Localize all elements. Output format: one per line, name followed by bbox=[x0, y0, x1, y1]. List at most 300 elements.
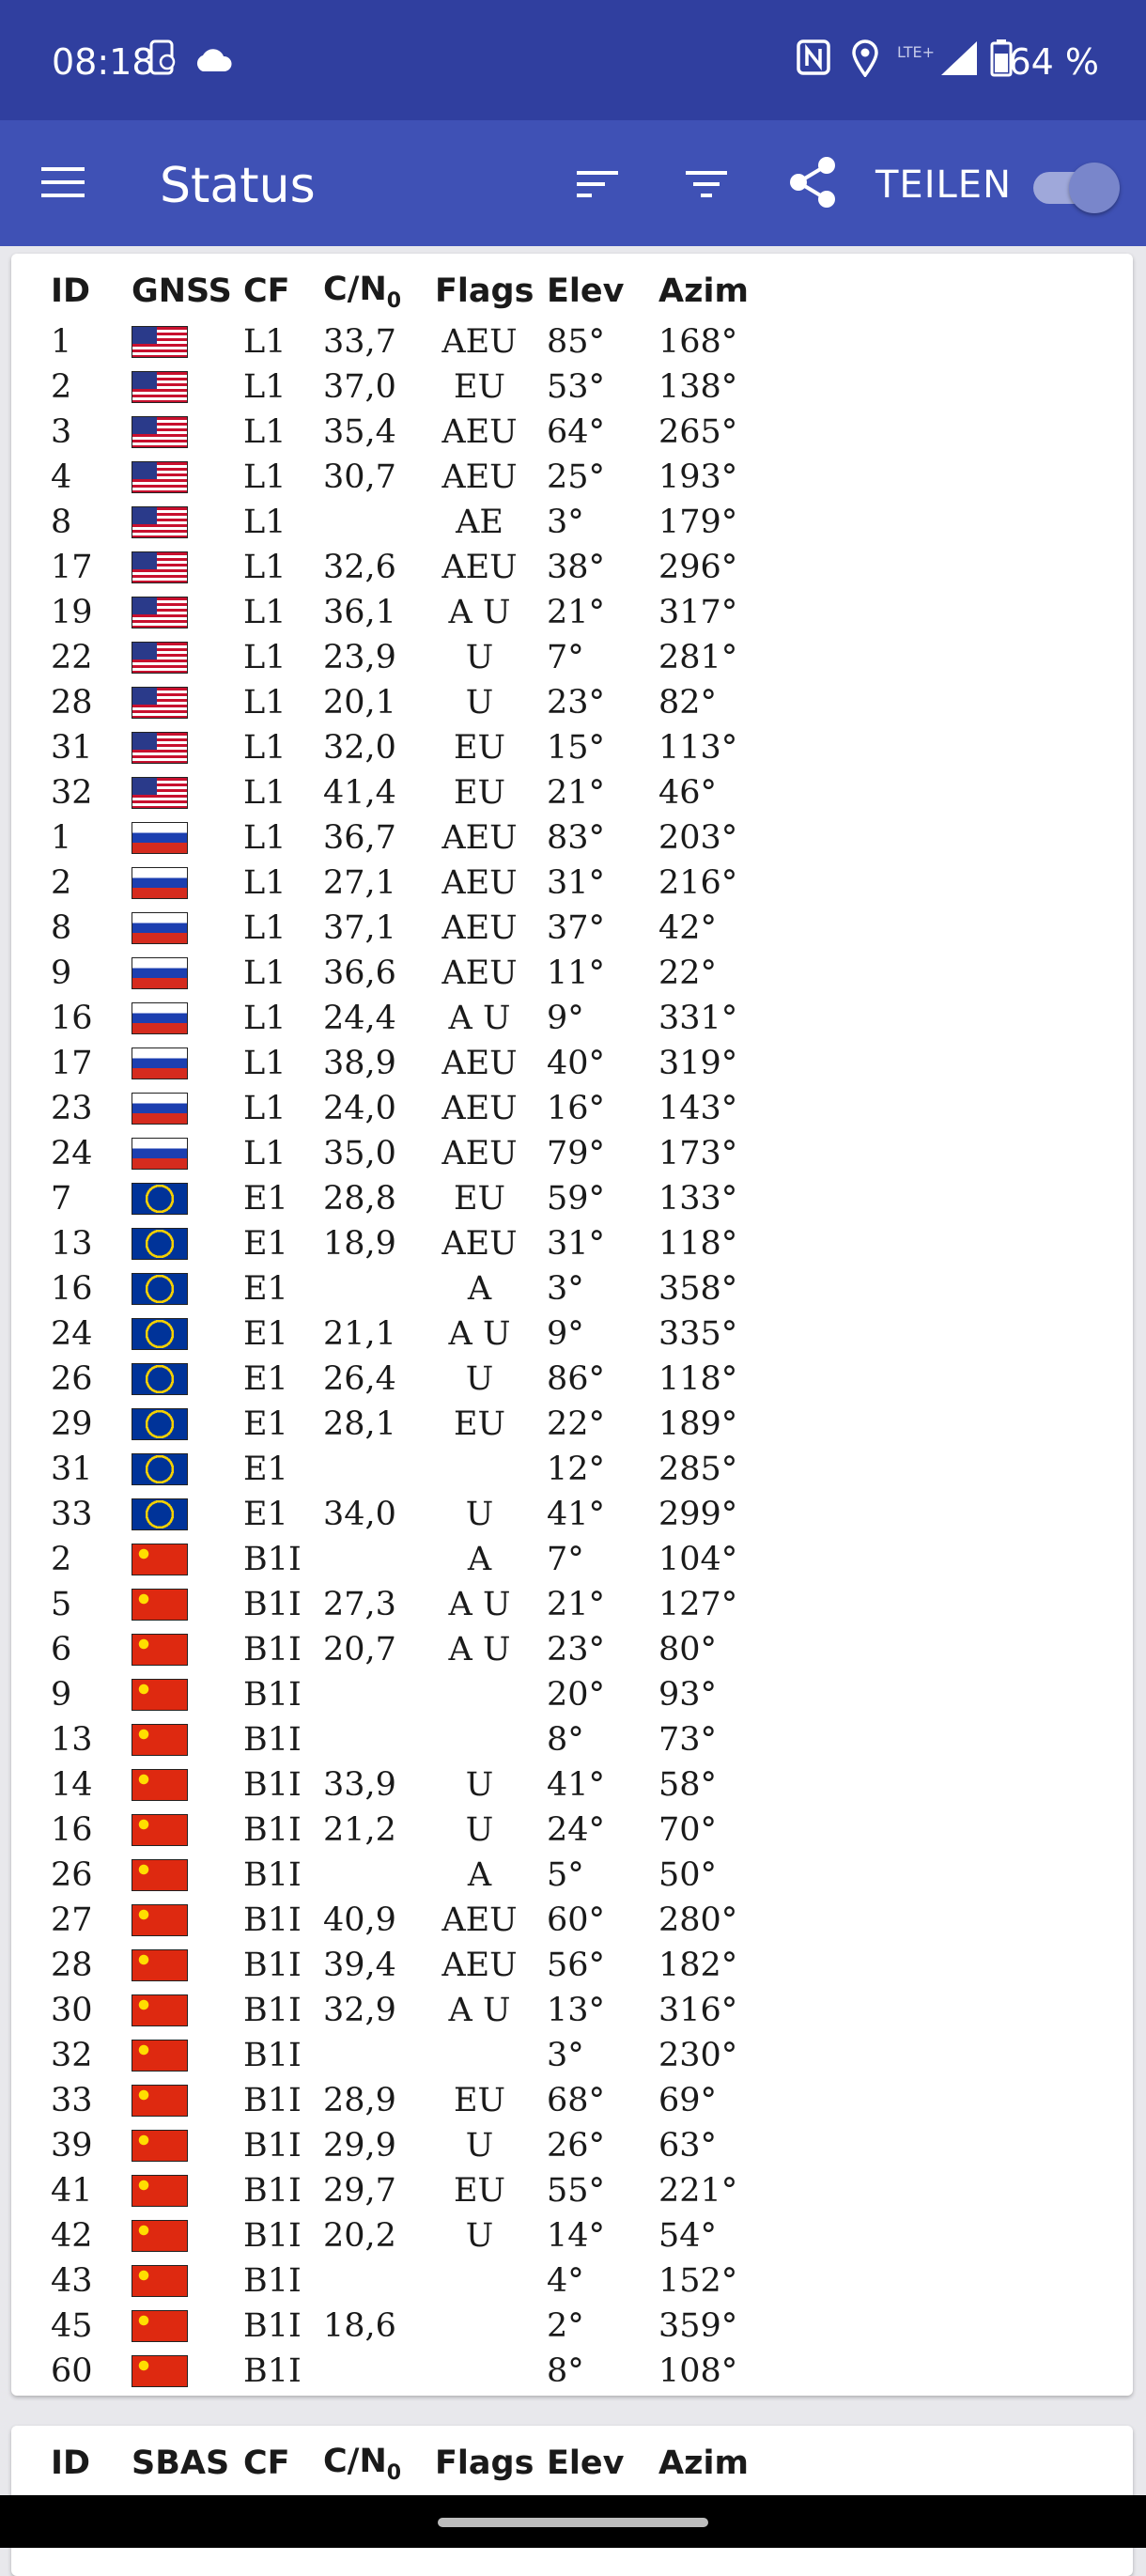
azimuth: 316° bbox=[658, 1992, 738, 2029]
signal-strength: 41,4 bbox=[323, 774, 396, 812]
sat-id: 13 bbox=[51, 1225, 93, 1263]
table-row bbox=[51, 1221, 790, 1266]
azimuth: 299° bbox=[658, 1496, 738, 1533]
gnss-header-row bbox=[51, 263, 790, 319]
signal-strength: 23,9 bbox=[323, 639, 396, 676]
share-icon[interactable] bbox=[785, 154, 842, 210]
carrier-frequency: L1 bbox=[243, 729, 286, 767]
carrier-frequency: L1 bbox=[243, 458, 286, 496]
azimuth: 22° bbox=[658, 954, 718, 992]
table-row bbox=[51, 319, 790, 365]
sat-flags bbox=[435, 1447, 547, 1492]
sat-flags bbox=[435, 1672, 547, 1717]
elevation: 7° bbox=[547, 1541, 584, 1578]
azimuth: 63° bbox=[658, 2127, 718, 2165]
carrier-frequency: B1I bbox=[243, 1856, 302, 1894]
sat-flags: EU bbox=[453, 368, 506, 406]
signal-strength: 32,9 bbox=[323, 1992, 396, 2029]
signal-strength: 38,9 bbox=[323, 1045, 396, 1082]
sat-id: 2 bbox=[51, 864, 72, 902]
sat-flags: A bbox=[467, 1541, 492, 1578]
sat-flags: A bbox=[467, 1270, 492, 1308]
elevation: 31° bbox=[547, 1225, 606, 1263]
gnss-table-body bbox=[51, 319, 790, 2394]
constellation-flag bbox=[132, 1988, 243, 2033]
constellation-flag bbox=[132, 500, 243, 545]
sat-flags: A U bbox=[448, 1000, 511, 1037]
azimuth: 173° bbox=[658, 1135, 738, 1172]
sat-id: 31 bbox=[51, 1451, 93, 1488]
constellation-flag bbox=[132, 590, 243, 635]
elevation: 15° bbox=[547, 729, 606, 767]
elevation: 7° bbox=[547, 639, 584, 676]
signal-strength: 36,7 bbox=[323, 819, 396, 857]
carrier-frequency: E1 bbox=[243, 1496, 288, 1533]
flag-us-icon bbox=[132, 506, 188, 538]
sat-flags bbox=[435, 2304, 547, 2349]
table-row bbox=[51, 725, 790, 770]
sat-flags: U bbox=[465, 1811, 494, 1849]
header-id: ID bbox=[51, 272, 91, 310]
signal-strength: 37,1 bbox=[323, 909, 396, 947]
carrier-frequency: E1 bbox=[243, 1405, 288, 1443]
signal-strength: 35,0 bbox=[323, 1135, 396, 1172]
sat-id: 39 bbox=[51, 2127, 93, 2165]
flag-eu-icon bbox=[132, 1228, 188, 1260]
sat-flags: AEU bbox=[441, 549, 518, 586]
constellation-flag bbox=[132, 2304, 243, 2349]
flag-ru-icon bbox=[132, 957, 188, 989]
cloud-icon bbox=[194, 47, 233, 73]
signal-strength: 40,9 bbox=[323, 1901, 396, 1939]
signal-strength bbox=[323, 1537, 435, 1582]
flag-eu-icon bbox=[132, 1408, 188, 1440]
sat-id: 4 bbox=[51, 458, 72, 496]
constellation-flag bbox=[132, 2168, 243, 2213]
sat-id: 17 bbox=[51, 549, 93, 586]
elevation: 21° bbox=[547, 1586, 606, 1623]
sat-id: 3 bbox=[51, 413, 72, 451]
signal-strength bbox=[323, 1266, 435, 1311]
azimuth: 143° bbox=[658, 1090, 738, 1127]
flag-ru-icon bbox=[132, 912, 188, 944]
elevation: 55° bbox=[547, 2172, 606, 2210]
carrier-frequency: B1I bbox=[243, 2037, 302, 2074]
azimuth: 168° bbox=[658, 323, 738, 361]
table-row bbox=[51, 1492, 790, 1537]
azimuth: 50° bbox=[658, 1856, 718, 1894]
elevation: 3° bbox=[547, 2037, 584, 2074]
sat-id: 7 bbox=[51, 1180, 72, 1218]
signal-strength: 39,4 bbox=[323, 1947, 396, 1984]
sat-id: 2 bbox=[51, 1541, 72, 1578]
elevation: 25° bbox=[547, 458, 606, 496]
table-row bbox=[51, 1041, 790, 1086]
sat-flags: AE bbox=[456, 504, 503, 541]
flag-cn-icon bbox=[132, 2085, 188, 2117]
elevation: 11° bbox=[547, 954, 606, 992]
flag-cn-icon bbox=[132, 1724, 188, 1756]
carrier-frequency: L1 bbox=[243, 909, 286, 947]
phone-sync-icon bbox=[148, 39, 177, 77]
sat-id: 60 bbox=[51, 2352, 93, 2390]
azimuth: 54° bbox=[658, 2217, 718, 2255]
sat-flags: U bbox=[465, 1496, 494, 1533]
table-row bbox=[51, 1672, 790, 1717]
sort-icon[interactable] bbox=[575, 165, 620, 203]
signal-strength: 35,4 bbox=[323, 413, 396, 451]
elevation: 23° bbox=[547, 1631, 606, 1668]
flag-cn-icon bbox=[132, 1814, 188, 1846]
azimuth: 118° bbox=[658, 1225, 738, 1263]
menu-icon[interactable] bbox=[39, 163, 86, 201]
signal-icon bbox=[939, 39, 979, 77]
carrier-frequency: E1 bbox=[243, 1451, 288, 1488]
carrier-frequency: B1I bbox=[243, 2307, 302, 2345]
azimuth: 319° bbox=[658, 1045, 738, 1082]
azimuth: 281° bbox=[658, 639, 738, 676]
azimuth: 182° bbox=[658, 1947, 738, 1984]
sat-flags: U bbox=[465, 684, 494, 722]
constellation-flag bbox=[132, 1266, 243, 1311]
sat-flags: U bbox=[465, 1360, 494, 1398]
location-icon bbox=[851, 39, 879, 77]
sat-id: 28 bbox=[51, 684, 93, 722]
constellation-flag bbox=[132, 2078, 243, 2123]
constellation-flag bbox=[132, 1627, 243, 1672]
header-cf: CF bbox=[243, 272, 290, 310]
sat-id: 45 bbox=[51, 2307, 93, 2345]
header-gnss: GNSS bbox=[132, 272, 232, 310]
signal-strength bbox=[323, 500, 435, 545]
signal-strength: 29,9 bbox=[323, 2127, 396, 2165]
elevation: 8° bbox=[547, 2352, 584, 2390]
constellation-flag bbox=[132, 410, 243, 455]
azimuth: 46° bbox=[658, 774, 718, 812]
constellation-flag bbox=[132, 1717, 243, 1762]
sat-flags: EU bbox=[453, 729, 506, 767]
azimuth: 133° bbox=[658, 1180, 738, 1218]
azimuth: 93° bbox=[658, 1676, 718, 1714]
signal-strength: 20,7 bbox=[323, 1631, 396, 1668]
sat-flags: AEU bbox=[441, 1045, 518, 1082]
table-row bbox=[51, 951, 790, 996]
flag-eu-icon bbox=[132, 1183, 188, 1215]
azimuth: 58° bbox=[658, 1766, 718, 1804]
sat-id: 14 bbox=[51, 1766, 93, 1804]
flag-eu-icon bbox=[132, 1498, 188, 1530]
header-cf: CF bbox=[243, 2444, 290, 2482]
flag-us-icon bbox=[132, 461, 188, 493]
sat-id: 9 bbox=[51, 954, 72, 992]
carrier-frequency: B1I bbox=[243, 1811, 302, 1849]
elevation: 8° bbox=[547, 1721, 584, 1759]
sat-id: 19 bbox=[51, 594, 93, 631]
table-row bbox=[51, 2349, 790, 2394]
table-row bbox=[51, 2258, 790, 2304]
flag-cn-icon bbox=[132, 2310, 188, 2342]
table-row bbox=[51, 1176, 790, 1221]
sat-flags: A U bbox=[448, 1315, 511, 1353]
constellation-flag bbox=[132, 319, 243, 365]
flag-cn-icon bbox=[132, 2355, 188, 2387]
signal-strength: 28,8 bbox=[323, 1180, 396, 1218]
header-elev: Elev bbox=[547, 2444, 625, 2482]
signal-strength: 28,1 bbox=[323, 1405, 396, 1443]
carrier-frequency: L1 bbox=[243, 774, 286, 812]
constellation-flag bbox=[132, 906, 243, 951]
sat-flags: AEU bbox=[441, 1225, 518, 1263]
table-row bbox=[51, 1537, 790, 1582]
sat-id: 5 bbox=[51, 1586, 72, 1623]
sat-flags: AEU bbox=[441, 413, 518, 451]
header-cn-subscript: 0 bbox=[386, 2460, 402, 2485]
elevation: 86° bbox=[547, 1360, 606, 1398]
flag-cn-icon bbox=[132, 2130, 188, 2162]
sat-id: 26 bbox=[51, 1360, 93, 1398]
table-row bbox=[51, 1762, 790, 1808]
sat-flags: AEU bbox=[441, 1090, 518, 1127]
sat-id: 26 bbox=[51, 1856, 93, 1894]
signal-strength: 30,7 bbox=[323, 458, 396, 496]
table-row bbox=[51, 1853, 790, 1898]
sat-flags: AEU bbox=[441, 819, 518, 857]
constellation-flag bbox=[132, 1221, 243, 1266]
carrier-frequency: B1I bbox=[243, 1631, 302, 1668]
signal-strength bbox=[323, 1447, 435, 1492]
filter-icon[interactable] bbox=[684, 165, 729, 203]
azimuth: 230° bbox=[658, 2037, 738, 2074]
constellation-flag bbox=[132, 1357, 243, 1402]
header-flags: Flags bbox=[435, 2444, 534, 2482]
sat-id: 28 bbox=[51, 1947, 93, 1984]
toggle-thumb[interactable] bbox=[1069, 163, 1120, 213]
carrier-frequency: E1 bbox=[243, 1315, 288, 1353]
table-row bbox=[51, 2304, 790, 2349]
azimuth: 296° bbox=[658, 549, 738, 586]
constellation-flag bbox=[132, 1943, 243, 1988]
flag-cn-icon bbox=[132, 1679, 188, 1711]
carrier-frequency: L1 bbox=[243, 954, 286, 992]
table-row bbox=[51, 815, 790, 861]
sat-flags: AEU bbox=[441, 909, 518, 947]
sat-flags: A bbox=[467, 1856, 492, 1894]
page-title: Status bbox=[160, 158, 316, 214]
carrier-frequency: B1I bbox=[243, 2172, 302, 2210]
sat-flags: AEU bbox=[441, 1135, 518, 1172]
header-azim: Azim bbox=[658, 272, 749, 310]
signal-strength: 26,4 bbox=[323, 1360, 396, 1398]
carrier-frequency: B1I bbox=[243, 1586, 302, 1623]
constellation-flag bbox=[132, 1447, 243, 1492]
table-row bbox=[51, 1582, 790, 1627]
constellation-flag bbox=[132, 770, 243, 815]
carrier-frequency: L1 bbox=[243, 413, 286, 451]
elevation: 41° bbox=[547, 1766, 606, 1804]
constellation-flag bbox=[132, 545, 243, 590]
sat-id: 27 bbox=[51, 1901, 93, 1939]
sat-flags: A U bbox=[448, 1631, 511, 1668]
table-row bbox=[51, 1311, 790, 1357]
constellation-flag bbox=[132, 1402, 243, 1447]
sat-id: 17 bbox=[51, 1045, 93, 1082]
carrier-frequency: L1 bbox=[243, 1135, 286, 1172]
constellation-flag bbox=[132, 1492, 243, 1537]
constellation-flag bbox=[132, 951, 243, 996]
table-row bbox=[51, 1086, 790, 1131]
signal-strength: 32,6 bbox=[323, 549, 396, 586]
flag-cn-icon bbox=[132, 1949, 188, 1981]
carrier-frequency: L1 bbox=[243, 1000, 286, 1037]
azimuth: 179° bbox=[658, 504, 738, 541]
azimuth: 317° bbox=[658, 594, 738, 631]
flag-ru-icon bbox=[132, 867, 188, 899]
sat-id: 24 bbox=[51, 1315, 93, 1353]
flag-ru-icon bbox=[132, 1093, 188, 1125]
flag-ru-icon bbox=[132, 1047, 188, 1079]
signal-strength: 28,9 bbox=[323, 2082, 396, 2119]
sat-flags: AEU bbox=[441, 1947, 518, 1984]
carrier-frequency: L1 bbox=[243, 819, 286, 857]
azimuth: 113° bbox=[658, 729, 738, 767]
table-row bbox=[51, 1447, 790, 1492]
sat-id: 22 bbox=[51, 639, 93, 676]
constellation-flag bbox=[132, 1086, 243, 1131]
flag-cn-icon bbox=[132, 2220, 188, 2252]
constellation-flag bbox=[132, 2349, 243, 2394]
header-cn bbox=[323, 2435, 435, 2491]
flag-ru-icon bbox=[132, 822, 188, 854]
sat-id: 6 bbox=[51, 1631, 72, 1668]
sat-flags: U bbox=[465, 2217, 494, 2255]
gnss-table bbox=[51, 263, 790, 2394]
elevation: 79° bbox=[547, 1135, 606, 1172]
sat-id: 9 bbox=[51, 1676, 72, 1714]
table-row bbox=[51, 1131, 790, 1176]
table-row bbox=[51, 1943, 790, 1988]
signal-strength: 33,9 bbox=[323, 1766, 396, 1804]
elevation: 13° bbox=[547, 1992, 606, 2029]
table-row bbox=[51, 365, 790, 410]
sat-id: 24 bbox=[51, 1135, 93, 1172]
carrier-frequency: L1 bbox=[243, 864, 286, 902]
flag-ru-icon bbox=[132, 1002, 188, 1034]
constellation-flag bbox=[132, 1537, 243, 1582]
signal-strength: 32,0 bbox=[323, 729, 396, 767]
sat-id: 41 bbox=[51, 2172, 93, 2210]
table-row bbox=[51, 500, 790, 545]
carrier-frequency: E1 bbox=[243, 1225, 288, 1263]
home-gesture-handle[interactable] bbox=[438, 2518, 708, 2527]
azimuth: 80° bbox=[658, 1631, 718, 1668]
azimuth: 189° bbox=[658, 1405, 738, 1443]
flag-cn-icon bbox=[132, 2040, 188, 2072]
azimuth: 70° bbox=[658, 1811, 718, 1849]
flag-us-icon bbox=[132, 777, 188, 809]
azimuth: 127° bbox=[658, 1586, 738, 1623]
flag-us-icon bbox=[132, 597, 188, 628]
carrier-frequency: L1 bbox=[243, 639, 286, 676]
elevation: 12° bbox=[547, 1451, 606, 1488]
elevation: 59° bbox=[547, 1180, 606, 1218]
carrier-frequency: E1 bbox=[243, 1270, 288, 1308]
sat-flags bbox=[435, 1717, 547, 1762]
table-row bbox=[51, 2123, 790, 2168]
table-row bbox=[51, 1627, 790, 1672]
signal-strength bbox=[323, 2033, 435, 2078]
sat-flags: U bbox=[465, 639, 494, 676]
sat-flags: U bbox=[465, 1766, 494, 1804]
table-row bbox=[51, 455, 790, 500]
header-cn-label: C/N bbox=[323, 270, 387, 308]
carrier-frequency: L1 bbox=[243, 594, 286, 631]
table-row bbox=[51, 2033, 790, 2078]
sat-flags: AEU bbox=[441, 323, 518, 361]
carrier-frequency: B1I bbox=[243, 2217, 302, 2255]
signal-strength: 34,0 bbox=[323, 1496, 396, 1533]
sat-flags: AEU bbox=[441, 458, 518, 496]
app-bar bbox=[0, 120, 1146, 246]
flag-eu-icon bbox=[132, 1453, 188, 1485]
sat-id: 16 bbox=[51, 1000, 93, 1037]
flag-us-icon bbox=[132, 732, 188, 764]
table-row bbox=[51, 545, 790, 590]
table-row bbox=[51, 770, 790, 815]
constellation-flag bbox=[132, 1762, 243, 1808]
azimuth: 216° bbox=[658, 864, 738, 902]
elevation: 5° bbox=[547, 1856, 584, 1894]
flag-cn-icon bbox=[132, 1904, 188, 1936]
constellation-flag bbox=[132, 1853, 243, 1898]
sat-id: 30 bbox=[51, 1992, 93, 2029]
table-row bbox=[51, 1717, 790, 1762]
table-row bbox=[51, 590, 790, 635]
share-button[interactable]: TEILEN bbox=[875, 163, 1012, 207]
constellation-flag bbox=[132, 1176, 243, 1221]
elevation: 9° bbox=[547, 1315, 584, 1353]
elevation: 56° bbox=[547, 1947, 606, 1984]
signal-strength: 36,6 bbox=[323, 954, 396, 992]
elevation: 23° bbox=[547, 684, 606, 722]
carrier-frequency: B1I bbox=[243, 1992, 302, 2029]
signal-strength bbox=[323, 2349, 435, 2394]
carrier-frequency: E1 bbox=[243, 1180, 288, 1218]
sat-id: 32 bbox=[51, 774, 93, 812]
elevation: 21° bbox=[547, 774, 606, 812]
azimuth: 152° bbox=[658, 2262, 738, 2300]
constellation-flag bbox=[132, 2258, 243, 2304]
elevation: 41° bbox=[547, 1496, 606, 1533]
table-row bbox=[51, 1402, 790, 1447]
azimuth: 138° bbox=[658, 368, 738, 406]
azimuth: 82° bbox=[658, 684, 718, 722]
signal-strength bbox=[323, 1717, 435, 1762]
elevation: 14° bbox=[547, 2217, 606, 2255]
sat-id: 1 bbox=[51, 323, 72, 361]
elevation: 20° bbox=[547, 1676, 606, 1714]
azimuth: 203° bbox=[658, 819, 738, 857]
table-row bbox=[51, 2078, 790, 2123]
flag-cn-icon bbox=[132, 1994, 188, 2026]
elevation: 68° bbox=[547, 2082, 606, 2119]
constellation-flag bbox=[132, 2123, 243, 2168]
sat-flags: AEU bbox=[441, 1901, 518, 1939]
elevation: 4° bbox=[547, 2262, 584, 2300]
elevation: 31° bbox=[547, 864, 606, 902]
azimuth: 285° bbox=[658, 1451, 738, 1488]
battery-percent: 64 % bbox=[1008, 41, 1099, 83]
sat-id: 8 bbox=[51, 504, 72, 541]
